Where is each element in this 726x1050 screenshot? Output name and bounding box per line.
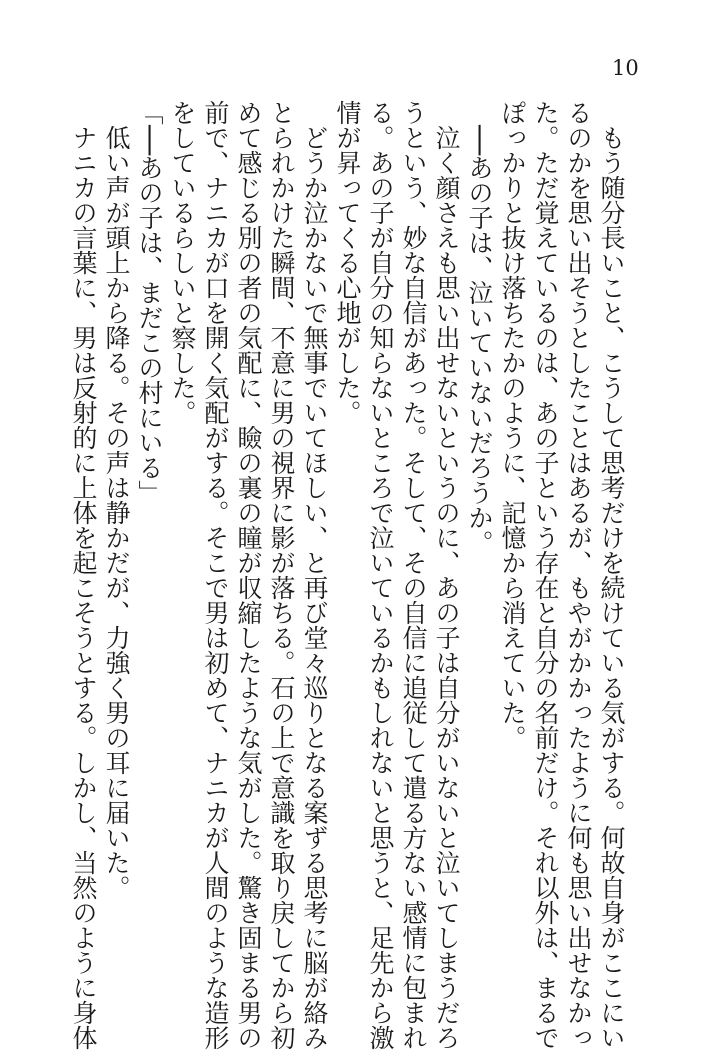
text-column: た。ただ覚えているのは、あの子という存在と自分の名前だけ。それ以外は、まるで (531, 100, 560, 1050)
text-column: 低い声が頭上から降る。その声は静かだが、力強く男の耳に届いた。 (102, 100, 131, 900)
page-number: 10 (612, 56, 639, 80)
text-column: るのかを思い出そうとしたことはあるが、もやがかかったように何も思い出せなかっ (564, 100, 593, 1050)
text-column: 情が昇ってくる心地がした。 (333, 100, 362, 425)
text-column: もう随分長いこと、こうして思考だけを続けている気がする。何故自身がここにい (597, 100, 626, 1050)
text-column: うという、妙な自信があった。そして、その自信に追従して遣る方ない感情に包まれ (399, 100, 428, 1050)
vertical-text-body (67, 100, 628, 1050)
text-column: ──あの子は、泣いていないだろうか。 (465, 100, 494, 556)
text-column: 泣く顔さえも思い出せないというのに、あの子は自分がいないと泣いてしまうだろ (432, 100, 461, 1050)
text-column: る。あの子が自分の知らないところで泣いているかもしれないと思うと、足先から激 (366, 100, 395, 1050)
text-column: 前で、ナニカが口を開く気配がする。そこで男は初めて、ナニカが人間のような造形 (201, 100, 230, 1050)
text-column: ナニカの言葉に、男は反射的に上体を起こそうとする。しかし、当然のように身体 (69, 100, 98, 1050)
text-column: とられかけた瞬間、不意に男の視界に影が落ちる。石の上で意識を取り戻してから初 (267, 100, 296, 1050)
text-column: めて感じる別の者の気配に、瞼の裏の瞳が収縮したような気がした。驚き固まる男の (234, 100, 263, 1050)
text-column: をしているらしいと察した。 (168, 100, 197, 425)
text-column: ぽっかりと抜け落ちたかのように、記憶から消えていた。 (498, 100, 527, 750)
text-column: どうか泣かないで無事でいてほしい、と再び堂々巡りとなる案ずる思考に脳が絡み (300, 100, 329, 1050)
text-column: 「──あの子は、まだこの村にいる」 (135, 100, 164, 506)
